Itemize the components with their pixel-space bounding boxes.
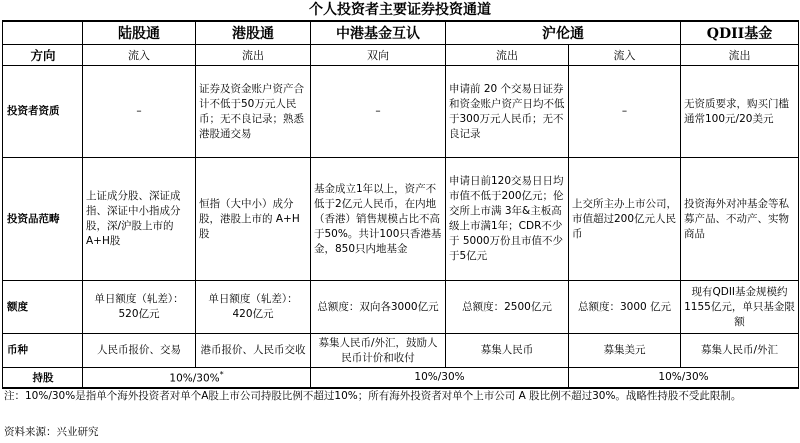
table-cell: 基金成立1年以上，资产不低于2亿元人民币，在内地（香港）销售规模占比不高于50%。共计100只香港基金，850只内地基金 (311, 158, 446, 281)
table-cell: 恒指（大中小）成分股，港股上市的 A+H股 (196, 158, 311, 281)
holding-value: 10%/30% (169, 372, 220, 385)
row-label-holding: 持股 (3, 368, 83, 388)
table-header-row (3, 21, 799, 45)
header-fund-mutual-recognition: 中港基金互认 (311, 21, 446, 45)
row-label-investor: 投资者资质 (3, 66, 83, 158)
table-cell: – (311, 66, 446, 158)
table-cell: 流出 (681, 45, 799, 66)
table-cell: 单日额度（轧差）：520亿元 (83, 281, 196, 334)
row-label-scope: 投资品范畴 (3, 158, 83, 281)
table-cell: 流入 (569, 45, 681, 66)
table-cell: 募集人民币 (446, 334, 569, 368)
table-row (3, 45, 799, 66)
source-note: 资料来源：兴业研究 (4, 426, 99, 438)
table-cell: – (569, 66, 681, 158)
table-cell: 募集美元 (569, 334, 681, 368)
header-hulun-tong: 沪伦通 (446, 21, 681, 45)
table-cell: 现有QDII基金规模约1155亿元，单只基金限额 (681, 281, 799, 334)
table-cell: 总额度：3000 亿元 (569, 281, 681, 334)
table-row (3, 368, 799, 388)
table-cell: – (83, 66, 196, 158)
header-blank (3, 21, 83, 45)
table-cell: 申请前 20 个交易日证券和资金账户资产日均不低于300万元人民币；无不良记录 (446, 66, 569, 158)
table-cell: 港币报价、人民币交收 (196, 334, 311, 368)
table-cell: 募集人民币/外汇 (681, 334, 799, 368)
table-cell: 人民币报价、交易 (83, 334, 196, 368)
table-row (3, 281, 799, 334)
footnote: 注：10%/30%是指单个海外投资者对单个A股上市公司持股比例不超过10%；所有海外投资者对单个上市公司 A 股比例不超过30%。战略性持股不受此限制。 (4, 390, 742, 402)
header-ganggutong: 港股通 (196, 21, 311, 45)
table-row (3, 66, 799, 158)
table-cell: 流出 (196, 45, 311, 66)
table-row (3, 158, 799, 281)
page-title: 个人投资者主要证券投资通道 (309, 2, 491, 18)
table-row (3, 334, 799, 368)
table-cell: 10%/30% (569, 368, 799, 388)
table-cell: 10%/30% (311, 368, 569, 388)
row-label-direction: 方向 (3, 45, 83, 66)
footnote-mark: * (219, 370, 224, 379)
table-cell: 双向 (311, 45, 446, 66)
row-label-currency: 币种 (3, 334, 83, 368)
table-cell: 流出 (446, 45, 569, 66)
table-cell: 单日额度（轧差）：420亿元 (196, 281, 311, 334)
table-cell: 总额度：双向各3000亿元 (311, 281, 446, 334)
table-cell: 证券及资金账户资产合计不低于50万元人民币；无不良记录；熟悉港股通交易 (196, 66, 311, 158)
table-cell: 上证成分股、深证成指、深证中小指成分股，深/沪股上市的A+H股 (83, 158, 196, 281)
table-cell: 无资质要求，购买门槛通常100元/20美元 (681, 66, 799, 158)
table-cell: 总额度：2500亿元 (446, 281, 569, 334)
row-label-amount: 额度 (3, 281, 83, 334)
table-cell: 申请日前120交易日日均市值不低于200亿元；伦交所上市满 3年&主板高级上市满1年；CDR不少于 5000万份且市值不少于5亿元 (446, 158, 569, 281)
table-cell: 流入 (83, 45, 196, 66)
investment-channel-table (2, 20, 799, 389)
header-qdii: QDII基金 (681, 21, 799, 45)
table-cell: 上交所主办上市公司，市值超过200亿元人民币 (569, 158, 681, 281)
table-cell (83, 368, 311, 388)
header-lugutong: 陆股通 (83, 21, 196, 45)
table-cell: 募集人民币/外汇，鼓励人民币计价和收付 (311, 334, 446, 368)
table-cell: 投资海外对冲基金等私募产品、不动产、实物商品 (681, 158, 799, 281)
